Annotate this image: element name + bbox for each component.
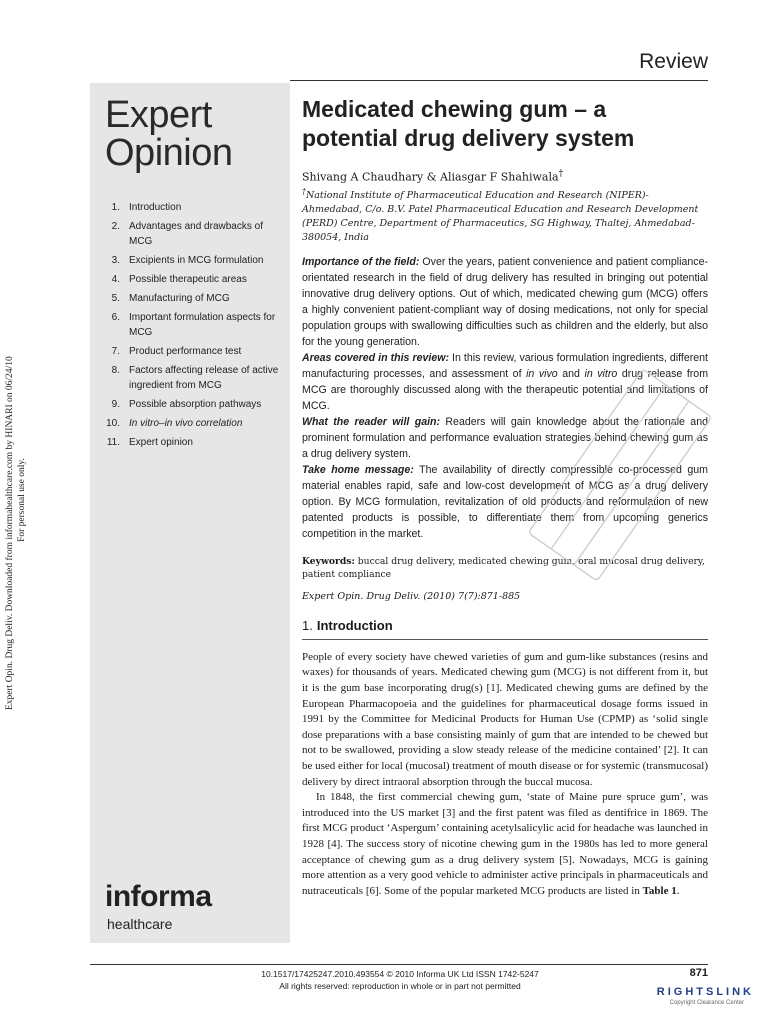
intro-paragraph-1: People of every society have chewed varieties of gum and gum-like substances (resins and waxes) for thousands of years. Medicated chewing gum (MCG) is not different from it, but it is the gum base incorporating drug(s) [1]. Medicated chewing gums are defined by the European Pharmacopoeia and the guidelines for pharmaceutical dosage forms issued in 1991 by the Committee for Medicinal Products for Human Use (CPMP) as ‘solid single dose preparations with a base consisting mainly of gum that are intended to be chewed but not to be swallowed, providing a slow steady release of the medicine contained’ [2]. It can be used either for local (mucosal) treatment of mouth disease or for systemic (transmucosal) delivery by direct intraoral absorption through the buccal mucosa. xyxy=(302,650,708,788)
journal-brand-opinion: Opinion xyxy=(105,132,233,174)
top-rule xyxy=(290,80,708,81)
bottom-rule xyxy=(90,964,708,965)
abstract-reader: What the reader will gain: Readers will gain knowledge about the rationale and prominent formulation and performance evaluation strategies behind chewing gum as a drug delivery system. xyxy=(302,415,708,460)
article-main xyxy=(302,95,708,899)
abstract-importance: Importance of the field: Over the years, patient convenience and patient compliance-orientated research in the field of drug delivery has resulted in bringing out potential innovative drug delivery options. Out of which, medicated chewing gum (MCG) offers a highly convenient patient-compliant way of dosing medications, not only for special population groups with swallowing difficulties such as children and the elderly, but also for the young generation. xyxy=(302,255,708,348)
toc-item[interactable]: 1. Introduction xyxy=(100,200,280,215)
intro-paragraph-2: In 1848, the first commercial chewing gum, ‘state of Maine pure spruce gum’, was introduced into the US market [3] and the first patent was filed as dentifrice in 1869. The first MCG product ‘Aspergum’ containing acetylsalicylic acid for headache was launched in 1928 [4]. The success story of nicotine chewing gum in the 1980s has led to more general acceptance of chewing gum as a drug delivery system [5]. Nowadays, MCG is gaining more attention as a very good vehicle to administer active principals in pharmaceuticals and nutraceuticals [6]. Some of the popular marketed MCG products are listed in Table 1. xyxy=(302,791,708,897)
toc-item-label: Manufacturing of MCG xyxy=(129,293,230,304)
toc-item[interactable]: 6. Important formulation aspects for MCG xyxy=(100,310,280,340)
table-1-link[interactable]: Table 1 xyxy=(642,884,677,897)
table-of-contents xyxy=(100,200,280,454)
toc-item-label: Introduction xyxy=(129,202,182,213)
toc-item[interactable]: 4. Possible therapeutic areas xyxy=(100,272,280,287)
side-note-line-1: Expert Opin. Drug Deliv. Downloaded from informahealthcare.com by HINARI on 06/24/10 xyxy=(5,356,15,710)
toc-item-label: Product performance test xyxy=(129,346,242,357)
section-label: Review xyxy=(639,50,708,73)
affiliation-mark: † xyxy=(302,186,306,196)
author-names: Shivang A Chaudhary & Aliasgar F Shahiwala xyxy=(302,170,559,184)
toc-item[interactable]: 7. Product performance test xyxy=(100,344,280,359)
toc-item[interactable]: 2. Advantages and drawbacks of MCG xyxy=(100,219,280,249)
keywords-label: Keywords: xyxy=(302,555,355,567)
page-number: 871 xyxy=(689,967,708,979)
toc-item-label: Expert opinion xyxy=(129,437,193,448)
toc-item-label: Advantages and drawbacks of MCG xyxy=(129,221,263,247)
abstract-areas: Areas covered in this review: In this review, various formulation ingredients, different manufacturing processes, and assessment of in vivo and in vitro drug release from MCG are thoroughly discussed along with the therapeutic potential and limitations of MCG. xyxy=(302,351,709,412)
authors xyxy=(302,167,708,185)
toc-item-label: Important formulation aspects for MCG xyxy=(129,312,276,338)
citation: Expert Opin. Drug Deliv. (2010) 7(7):871-885 xyxy=(302,590,521,602)
toc-item-label: Excipients in MCG formulation xyxy=(129,255,264,266)
keywords-text: buccal drug delivery, medicated chewing gum, oral mucosal drug delivery, patient compliance xyxy=(302,555,705,580)
journal-brand-expert: Expert xyxy=(105,94,212,136)
toc-item[interactable]: 9. Possible absorption pathways xyxy=(100,397,280,412)
abstract xyxy=(302,254,708,542)
intro-body xyxy=(302,650,708,900)
abstract-takehome-label: Take home message: xyxy=(302,463,414,476)
side-note-line-2: For personal use only. xyxy=(17,458,27,542)
abstract-areas-label: Areas covered in this review: xyxy=(302,351,449,364)
footer xyxy=(250,968,550,992)
abstract-takehome: Take home message: The availability of directly compressible co-processed gum material enables rapid, safe and low-cost development of MCG as a drug delivery option. By MCG formulation, revitalization of old products and reformulation of new patented products is possible, to differentiate them from upcoming generics competition in the market. xyxy=(302,463,708,540)
toc-item[interactable]: 11. Expert opinion xyxy=(100,435,280,450)
footer-doi: 10.1517/17425247.2010.493554 © 2010 Informa UK Ltd ISSN 1742-5247 xyxy=(261,969,539,979)
intro-rule xyxy=(302,639,708,640)
toc-item-label: Possible therapeutic areas xyxy=(129,274,247,285)
author-mark: † xyxy=(558,168,564,179)
abstract-reader-label: What the reader will gain: xyxy=(302,415,441,428)
intro-heading-text: Introduction xyxy=(316,617,393,633)
toc-item[interactable]: 5. Manufacturing of MCG xyxy=(100,291,280,306)
affiliation-text: National Institute of Pharmaceutical Education and Research (NIPER)-Ahmedabad, C/o. B.V. Patel Pharmaceutical Education and Research Development (PERD) Centre, Department of Pharmaceutics, SG Highway, Thaltej, Ahmedabad-380054, India xyxy=(302,189,699,243)
intro-heading xyxy=(302,618,708,633)
intro-heading-number: 1. xyxy=(302,617,313,633)
affiliation xyxy=(302,185,708,245)
publisher-logo: informa xyxy=(105,880,212,913)
toc-item-label: Factors affecting release of active ingredient from MCG xyxy=(129,365,279,391)
toc-item-label: Possible absorption pathways xyxy=(129,399,262,410)
toc-item[interactable]: 8. Factors affecting release of active ingredient from MCG xyxy=(111,365,279,391)
abstract-importance-label: Importance of the field: xyxy=(302,255,420,268)
keywords xyxy=(302,555,708,581)
footer-rights: All rights reserved: reproduction in whole or in part not permitted xyxy=(279,981,521,991)
rightslink-sub: Copyright Clearance Center xyxy=(669,1000,744,1006)
toc-item-label: In vitro–in vivo correlation xyxy=(129,418,243,429)
publisher-logo-sub: healthcare xyxy=(107,916,173,932)
rightslink-logo[interactable]: RIGHTSLINK xyxy=(656,986,754,998)
article-title: Medicated chewing gum – a potential drug delivery system xyxy=(302,96,635,151)
toc-item[interactable]: 3. Excipients in MCG formulation xyxy=(100,253,280,268)
download-side-note xyxy=(4,290,48,710)
toc-item[interactable]: 10. In vitro–in vivo correlation xyxy=(100,416,280,431)
